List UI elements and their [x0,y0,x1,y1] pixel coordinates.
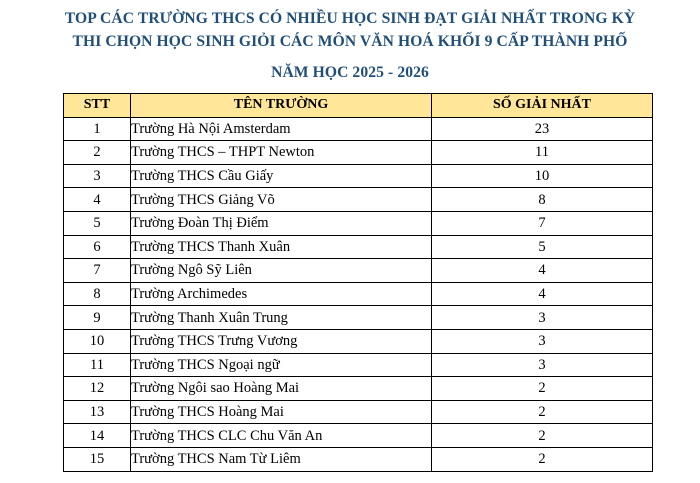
row-stt: 9 [64,306,131,330]
table-row [64,447,653,471]
row-school-name: Trường THCS Hoàng Mai [131,400,432,424]
table-row [64,377,653,401]
row-stt: 12 [64,377,131,401]
table-row [64,306,653,330]
row-first-prize-count: 3 [432,329,653,353]
row-school-name: Trường Thanh Xuân Trung [131,306,432,330]
row-first-prize-count: 2 [432,424,653,448]
row-school-name: Trường THCS – THPT Newton [131,141,432,165]
column-header-stt: STT [64,94,131,118]
row-school-name: Trường Đoàn Thị Điểm [131,211,432,235]
row-first-prize-count: 5 [432,235,653,259]
row-first-prize-count: 3 [432,306,653,330]
table-row [64,259,653,283]
table-row [64,235,653,259]
row-school-name: Trường THCS Nam Từ Liêm [131,447,432,471]
table-row [64,211,653,235]
table-row [64,164,653,188]
row-stt: 13 [64,400,131,424]
row-stt: 3 [64,164,131,188]
row-first-prize-count: 4 [432,259,653,283]
table-row [64,188,653,212]
row-stt: 4 [64,188,131,212]
table-header-row [64,94,653,118]
row-first-prize-count: 2 [432,400,653,424]
row-first-prize-count: 10 [432,164,653,188]
table-row [64,141,653,165]
row-stt: 8 [64,282,131,306]
row-stt: 15 [64,447,131,471]
document-title-line-1: TOP CÁC TRƯỜNG THCS CÓ NHIỀU HỌC SINH ĐẠT GIẢI NHẤT TRONG KỲ [64,10,636,27]
row-stt: 7 [64,259,131,283]
row-first-prize-count: 2 [432,447,653,471]
column-header-first-prize-count: SỐ GIẢI NHẤT [432,94,653,118]
row-school-name: Trường Ngô Sỹ Liên [131,259,432,283]
row-first-prize-count: 3 [432,353,653,377]
row-stt: 5 [64,211,131,235]
row-school-name: Trường THCS Cầu Giấy [131,164,432,188]
row-school-name: Trường THCS Giảng Võ [131,188,432,212]
column-header-school-name: TÊN TRƯỜNG [131,94,432,118]
row-school-name: Trường THCS Ngoại ngữ [131,353,432,377]
row-stt: 14 [64,424,131,448]
row-school-name: Trường THCS Thanh Xuân [131,235,432,259]
row-stt: 11 [64,353,131,377]
table-row [64,400,653,424]
row-first-prize-count: 8 [432,188,653,212]
row-first-prize-count: 7 [432,211,653,235]
row-stt: 6 [64,235,131,259]
schools-ranking-table [63,93,653,472]
row-first-prize-count: 11 [432,141,653,165]
row-school-name: Trường THCS CLC Chu Văn An [131,424,432,448]
document-subtitle-school-year: NĂM HỌC 2025 - 2026 [271,64,429,81]
row-first-prize-count: 23 [432,117,653,141]
table-row [64,117,653,141]
table-row [64,353,653,377]
row-stt: 2 [64,141,131,165]
document-title-line-2: THI CHỌN HỌC SINH GIỎI CÁC MÔN VĂN HOÁ KHỐI 9 CẤP THÀNH PHỐ [72,33,628,50]
row-first-prize-count: 4 [432,282,653,306]
row-stt: 10 [64,329,131,353]
row-stt: 1 [64,117,131,141]
row-school-name: Trường Archimedes [131,282,432,306]
row-first-prize-count: 2 [432,377,653,401]
table-row [64,424,653,448]
table-row [64,329,653,353]
row-school-name: Trường Ngôi sao Hoàng Mai [131,377,432,401]
row-school-name: Trường THCS Trưng Vương [131,329,432,353]
table-row [64,282,653,306]
row-school-name: Trường Hà Nội Amsterdam [131,117,432,141]
